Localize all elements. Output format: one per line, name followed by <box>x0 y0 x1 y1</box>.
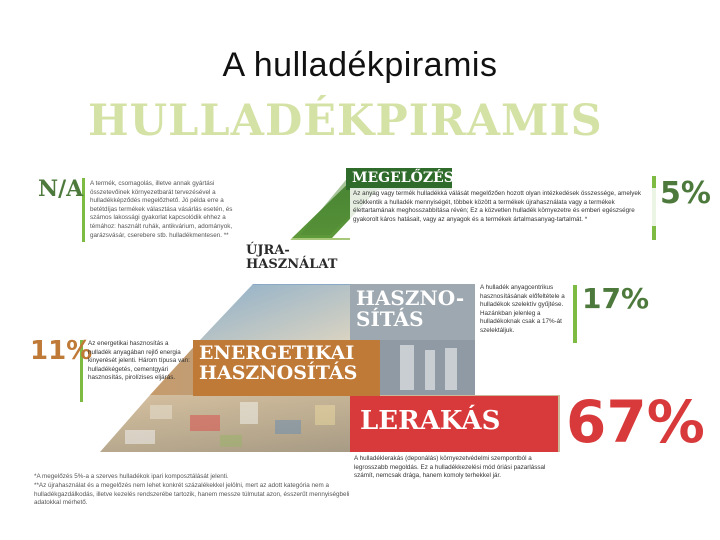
hasznositas-label-line1: HASZNO- <box>356 286 465 310</box>
hasznositas-label-line2: SÍTÁS <box>356 307 424 331</box>
energetikai-percent: 11% <box>30 336 93 366</box>
energetikai-label-line1: ENERGETIKAI <box>199 342 355 364</box>
footnote-1: *A megelőzés 5%-a a szerves hulladékok ipari komposztálását jelenti. <box>34 473 229 480</box>
energetikai-label-line2: HASZNOSÍTÁS <box>199 361 358 384</box>
hasznositas-percent: 17% <box>582 282 650 315</box>
hasznositas-label-box <box>350 284 475 340</box>
ujrahasznalat-label-line1: ÚJRA- <box>246 243 290 258</box>
footnotes <box>34 473 354 508</box>
slide-title: A hulladékpiramis <box>222 46 498 84</box>
megelozes-text: Az anyag vagy termék hulladékká válását megelőzően hozott olyan intézkedések összessége, amelyek csökkentik a hulladék mennyiségét, többek között a termékek újrahasználata vagy a termékek élettartamának meghosszabbítása révén; Ez a közvetlen hulladék környezetre és emberi egészségre gyakorolt káros hatásait, vagy az anyagok és a termékek ártalmasanyag-tartalmát. * <box>350 188 656 226</box>
megelozes-label-box <box>346 168 452 190</box>
megelozes-label: MEGELŐZÉS <box>352 170 454 186</box>
lerakas-text: A hulladéklerakás (deponálás) környezetvédelmi szempontból a legrosszabb megoldás. Ez a hulladékkezelési mód óriási pazarlással számít, nemcsak drága, hanem komoly terhekkel jár. <box>354 455 546 480</box>
lerakas-label-box <box>350 396 558 452</box>
hasznositas-text: A hulladék anyagcentrikus hasznosításának előfeltétele a hulladékok szelektív gyűjtése. Hazánkban jelenleg a hulladékoknak csak a 17%-át szelektáljuk. <box>480 284 565 334</box>
footnote-2: **Az újrahasználat és a megelőzés nem lehet konkrét százalékekkel jelölni, mert az adott kategória nem a hulladékgazdálkodás, illetve kezelés rendszerébe tartozik, hanem messze túlmutat azon, ésszerűt mennyiségbeli adatokkal mérhető. <box>34 481 350 507</box>
energetikai-text: Az energetikai hasznosítás a hulladék anyagában rejlő energia kinyerését jelenti. Három típusa van: hulladékégetés, cementgyári hasznosítás, pirolízises eljárás. <box>88 340 190 382</box>
energetikai-label-box <box>193 340 380 396</box>
ujrahasznalat-label-box <box>240 240 352 284</box>
banner-title: HULLADÉKPIRAMIS <box>88 96 603 146</box>
pyramid-tier-hasznositas <box>200 285 350 340</box>
lerakas-label: LERAKÁS <box>360 406 501 436</box>
lerakas-percent: 67% <box>566 388 705 456</box>
na-label: N/A <box>38 176 84 202</box>
na-text: A termék, csomagolás, illetve annak gyártási összetevőinek környezetbarát tervezésével a hulladékképződés megelőzhető. Jó példa erre a betétdíjas termékek választása vásárlás esetén, és számos lakossági gyakorlat kapcsolódik ehhez a témához: használt ruhák, antikvárium, adományok, garázsvásár, cserebere stb. hulladékmentesen. ** <box>90 180 233 239</box>
ujrahasznalat-label-line2: HASZNÁLAT <box>246 256 338 272</box>
megelozes-percent: 5% <box>660 176 711 211</box>
accent-bar-hasznositas <box>573 285 577 343</box>
